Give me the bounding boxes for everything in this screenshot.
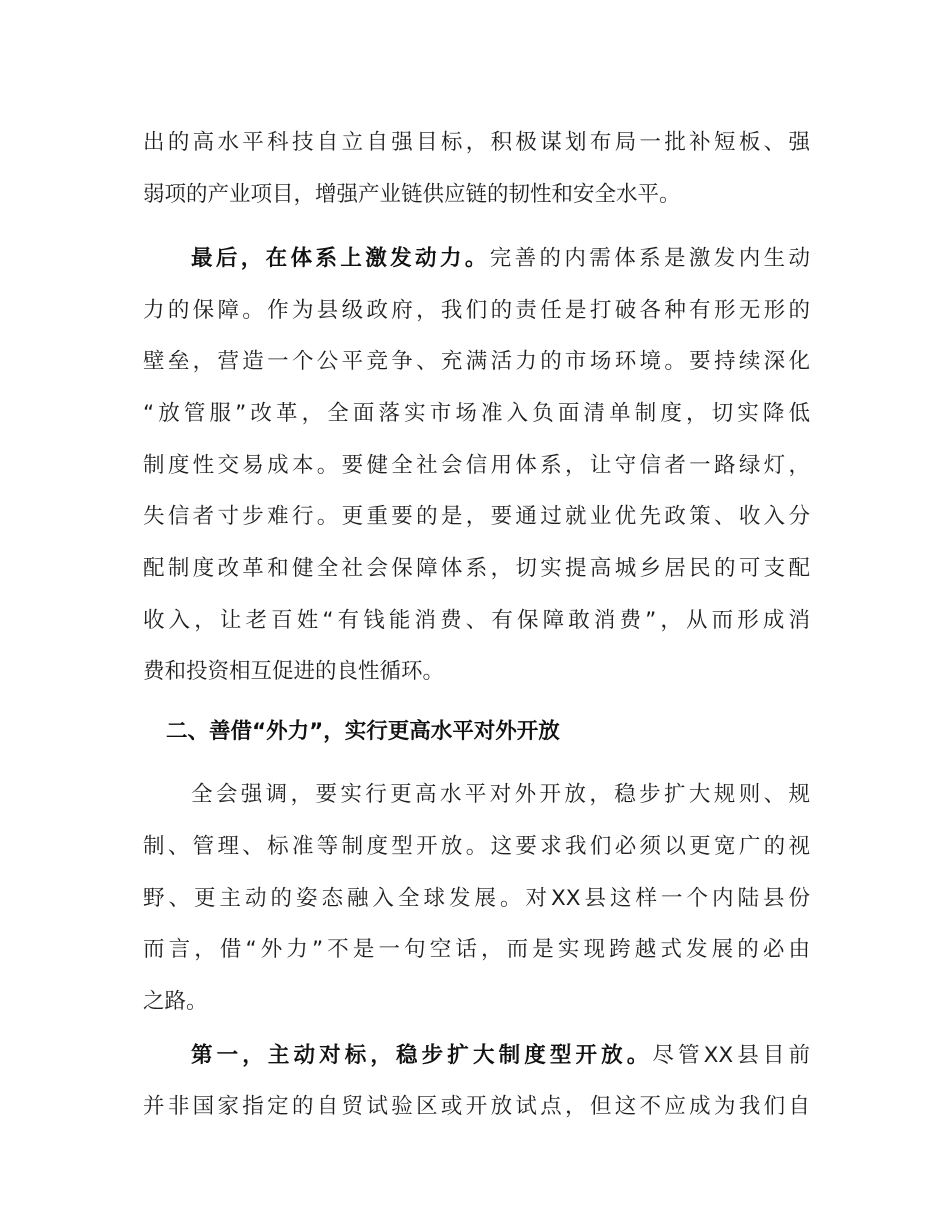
paragraph-line: 制度性交易成本。要健全社会信用体系，让守信者一路绿灯， bbox=[143, 453, 810, 478]
paragraph-line: 野、更主动的姿态融入全球发展。对XX县这样一个内陆县份 bbox=[143, 886, 810, 911]
paragraph-line: 弱项的产业项目，增强产业链供应链的韧性和安全水平。 bbox=[143, 182, 681, 207]
bold-lead-sentence: 最后，在体系上激发动力。 bbox=[191, 246, 490, 271]
paragraph-line: 制、管理、标准等制度型开放。这要求我们必须以更宽广的视 bbox=[143, 834, 810, 859]
paragraph-line: 之路。 bbox=[143, 989, 208, 1014]
paragraph-first-line bbox=[191, 1041, 810, 1071]
paragraph-line: 力的保障。作为县级政府，我们的责任是打破各种有形无形的 bbox=[143, 298, 810, 323]
paragraph-line: 费和投资相互促进的良性循环。 bbox=[143, 659, 445, 684]
paragraph-text: 完善的内需体系是激发内生动 bbox=[489, 246, 810, 271]
paragraph-line: 失信者寸步难行。更重要的是，要通过就业优先政策、收入分 bbox=[143, 504, 810, 529]
paragraph-first-line bbox=[191, 244, 810, 274]
paragraph-line: 出的高水平科技自立自强目标，积极谋划布局一批补短板、强 bbox=[143, 130, 810, 155]
paragraph-line: “放管服”改革，全面落实市场准入负面清单制度，切实降低 bbox=[143, 401, 810, 426]
paragraph-line: 收入，让老百姓“有钱能消费、有保障敢消费”，从而形成消 bbox=[143, 608, 810, 633]
paragraph-first-line: 全会强调，要实行更高水平对外开放，稳步扩大规则、规 bbox=[191, 782, 810, 807]
paragraph-text: 尽管XX县目前 bbox=[652, 1043, 810, 1068]
paragraph-line: 配制度改革和健全社会保障体系，切实提高城乡居民的可支配 bbox=[143, 556, 810, 581]
bold-lead-sentence: 第一，主动对标，稳步扩大制度型开放。 bbox=[191, 1043, 653, 1068]
section-heading: 二、善借“外力”，实行更高水平对外开放 bbox=[166, 719, 560, 744]
paragraph-line: 并非国家指定的自贸试验区或开放试点，但这不应成为我们自 bbox=[143, 1094, 810, 1119]
paragraph-line: 壁垒，营造一个公平竞争、充满活力的市场环境。要持续深化 bbox=[143, 349, 810, 374]
paragraph-line: 而言，借“外力”不是一句空话，而是实现跨越式发展的必由 bbox=[143, 937, 810, 962]
